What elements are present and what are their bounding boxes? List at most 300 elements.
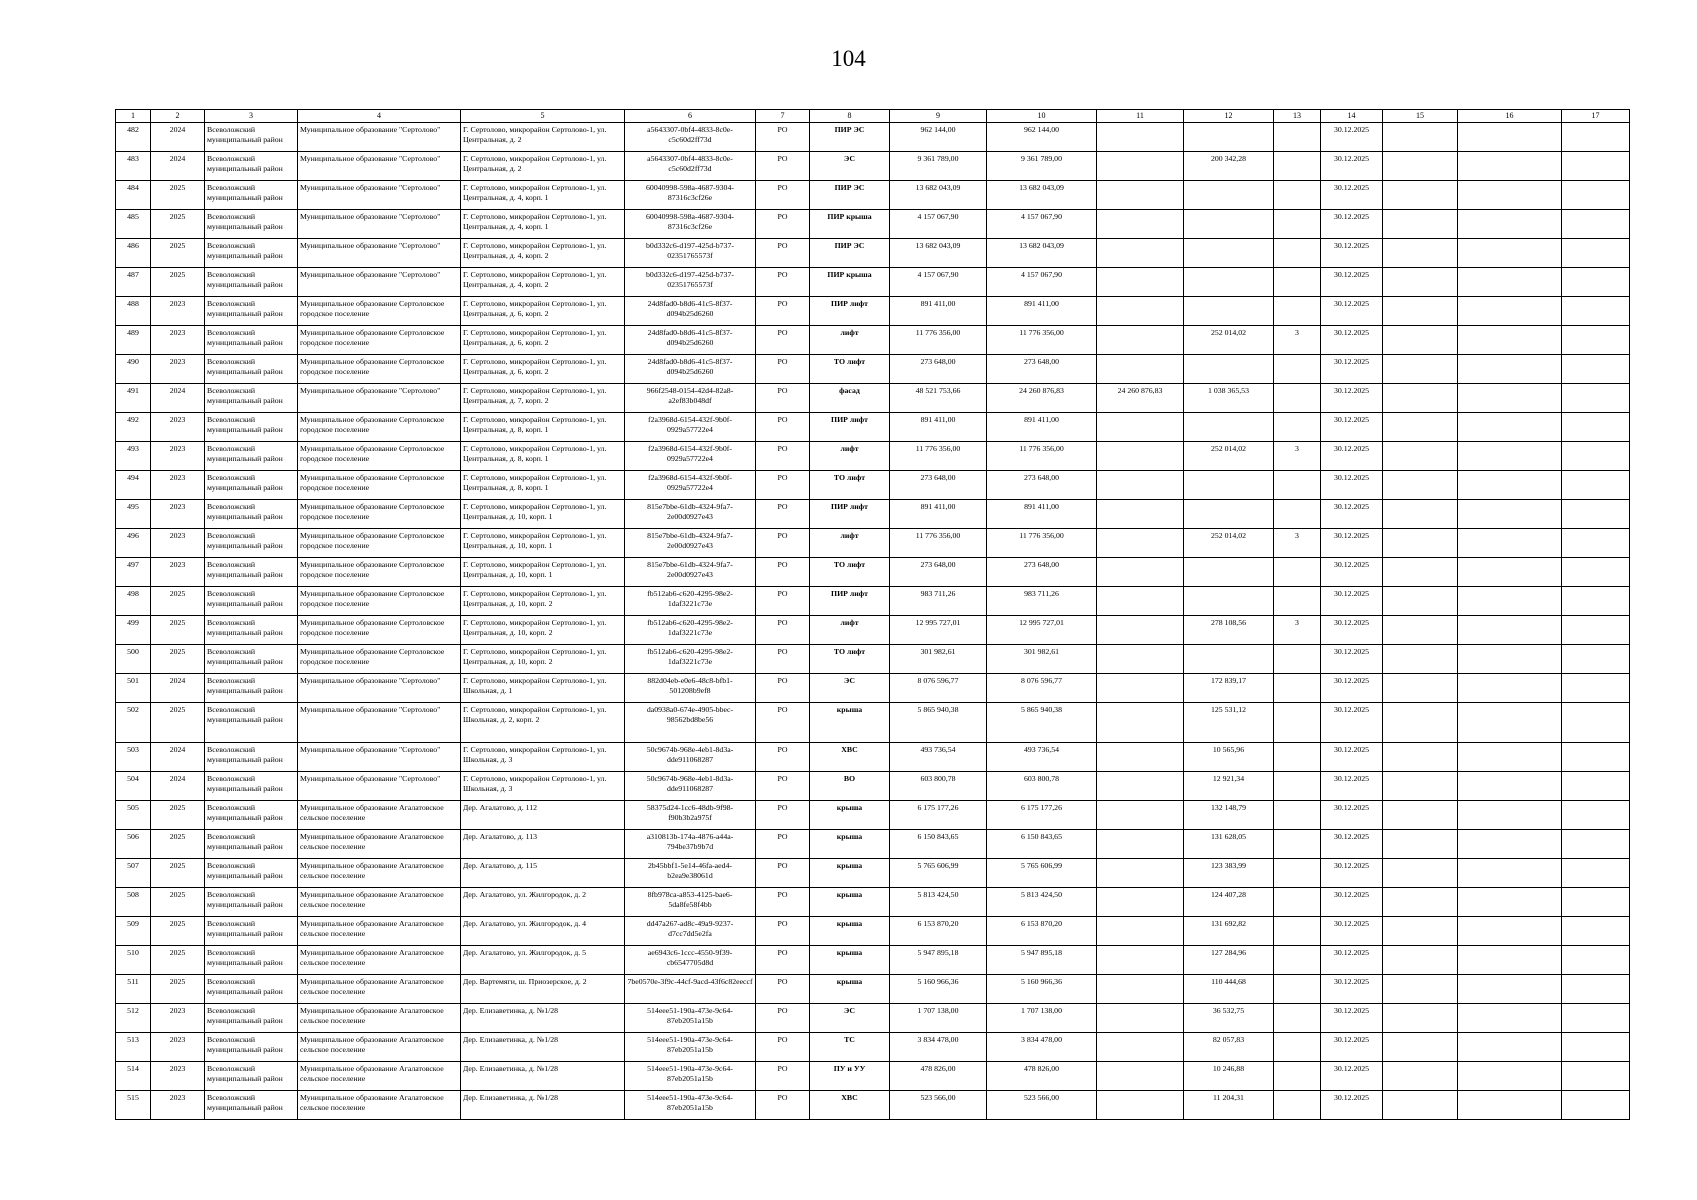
col-17-cell — [1562, 830, 1630, 859]
total-cost-cell: 13 682 043,09 — [890, 181, 987, 210]
row-number-cell: 494 — [116, 471, 151, 500]
program-year-cell: 2025 — [151, 645, 205, 674]
cost-col-13-cell — [1274, 1062, 1321, 1091]
cofinance-cost-cell — [1097, 772, 1184, 801]
col-17-cell — [1562, 210, 1630, 239]
fund-cost-cell: 5 765 606,99 — [987, 859, 1097, 888]
row-number-cell: 485 — [116, 210, 151, 239]
completion-date-cell: 30.12.2025 — [1321, 152, 1383, 181]
cofinance-cost-cell — [1097, 326, 1184, 355]
row-number-cell: 491 — [116, 384, 151, 413]
address-cell: Дер. Агалатово, д. 115 — [461, 859, 625, 888]
table-row — [116, 946, 1630, 975]
total-cost-cell: 11 776 356,00 — [890, 442, 987, 471]
col-16-cell — [1458, 123, 1562, 152]
cofinance-cost-cell — [1097, 703, 1184, 743]
work-type-cell: ТО лифт — [810, 558, 890, 587]
house-guid-cell: dd47a267-ad8c-49a9-9237-d7cc7dd5e2fa — [625, 917, 756, 946]
total-cost-cell: 3 834 478,00 — [890, 1033, 987, 1062]
col-16-cell — [1458, 297, 1562, 326]
work-type-cell: крыша — [810, 888, 890, 917]
program-year-cell: 2023 — [151, 471, 205, 500]
fund-source-cell: РО — [756, 743, 810, 772]
work-type-cell: ТС — [810, 1033, 890, 1062]
col-16-cell — [1458, 703, 1562, 743]
municipality-cell: Муниципальное образование "Сертолово" — [298, 703, 461, 743]
completion-date-cell: 30.12.2025 — [1321, 558, 1383, 587]
total-cost-cell: 13 682 043,09 — [890, 239, 987, 268]
address-cell: Г. Сертолово, микрорайон Сертолово-1, ул. Центральная, д. 6, корп. 2 — [461, 355, 625, 384]
program-year-cell: 2023 — [151, 1004, 205, 1033]
table-row — [116, 297, 1630, 326]
municipality-cell: Муниципальное образование Сертоловское городское поселение — [298, 471, 461, 500]
col-15-cell — [1383, 500, 1458, 529]
table-row — [116, 1062, 1630, 1091]
cost-col-12-cell — [1184, 413, 1274, 442]
address-cell: Г. Сертолово, микрорайон Сертолово-1, ул. Центральная, д. 10, корп. 1 — [461, 529, 625, 558]
total-cost-cell: 891 411,00 — [890, 500, 987, 529]
program-year-cell: 2023 — [151, 297, 205, 326]
table-row — [116, 703, 1630, 743]
district-cell: Всеволожский муниципальный район — [205, 355, 298, 384]
cofinance-cost-cell — [1097, 888, 1184, 917]
district-cell: Всеволожский муниципальный район — [205, 210, 298, 239]
fund-source-cell: РО — [756, 123, 810, 152]
table-row — [116, 355, 1630, 384]
table-row — [116, 558, 1630, 587]
district-cell: Всеволожский муниципальный район — [205, 1062, 298, 1091]
fund-source-cell: РО — [756, 558, 810, 587]
cost-col-13-cell — [1274, 384, 1321, 413]
fund-cost-cell: 891 411,00 — [987, 413, 1097, 442]
total-cost-cell: 1 707 138,00 — [890, 1004, 987, 1033]
address-cell: Дер. Елизаветинка, д. №1/28 — [461, 1091, 625, 1120]
col-17-cell — [1562, 355, 1630, 384]
cost-col-13-cell — [1274, 181, 1321, 210]
fund-source-cell: РО — [756, 500, 810, 529]
cost-col-12-cell — [1184, 355, 1274, 384]
fund-source-cell: РО — [756, 442, 810, 471]
total-cost-cell: 5 160 966,36 — [890, 975, 987, 1004]
cost-col-12-cell — [1184, 500, 1274, 529]
col-17-cell — [1562, 674, 1630, 703]
row-number-cell: 515 — [116, 1091, 151, 1120]
table-row — [116, 413, 1630, 442]
table-row — [116, 645, 1630, 674]
program-year-cell: 2023 — [151, 1062, 205, 1091]
column-number: 12 — [1184, 110, 1274, 123]
cost-col-12-cell: 252 014,02 — [1184, 442, 1274, 471]
col-16-cell — [1458, 888, 1562, 917]
district-cell: Всеволожский муниципальный район — [205, 152, 298, 181]
col-15-cell — [1383, 297, 1458, 326]
completion-date-cell: 30.12.2025 — [1321, 830, 1383, 859]
district-cell: Всеволожский муниципальный район — [205, 743, 298, 772]
row-number-cell: 482 — [116, 123, 151, 152]
cost-col-12-cell — [1184, 268, 1274, 297]
col-15-cell — [1383, 703, 1458, 743]
program-year-cell: 2025 — [151, 703, 205, 743]
house-guid-cell: 58375d24-1cc6-48db-9f98-f90b3b2a975f — [625, 801, 756, 830]
district-cell: Всеволожский муниципальный район — [205, 297, 298, 326]
municipality-cell: Муниципальное образование "Сертолово" — [298, 772, 461, 801]
cofinance-cost-cell — [1097, 743, 1184, 772]
completion-date-cell: 30.12.2025 — [1321, 1033, 1383, 1062]
fund-source-cell: РО — [756, 616, 810, 645]
cost-col-13-cell — [1274, 210, 1321, 239]
col-17-cell — [1562, 152, 1630, 181]
col-16-cell — [1458, 413, 1562, 442]
cost-col-13-cell — [1274, 1004, 1321, 1033]
completion-date-cell: 30.12.2025 — [1321, 975, 1383, 1004]
col-16-cell — [1458, 772, 1562, 801]
house-guid-cell: 815e7bbe-61db-4324-9fa7-2e00d0927e43 — [625, 558, 756, 587]
municipality-cell: Муниципальное образование Сертоловское городское поселение — [298, 297, 461, 326]
district-cell: Всеволожский муниципальный район — [205, 888, 298, 917]
fund-cost-cell: 4 157 067,90 — [987, 268, 1097, 297]
municipality-cell: Муниципальное образование Агалатовское сельское поселение — [298, 1033, 461, 1062]
municipality-cell: Муниципальное образование Сертоловское городское поселение — [298, 442, 461, 471]
completion-date-cell: 30.12.2025 — [1321, 917, 1383, 946]
completion-date-cell: 30.12.2025 — [1321, 181, 1383, 210]
work-type-cell: ПИР лифт — [810, 587, 890, 616]
column-number: 8 — [810, 110, 890, 123]
municipality-cell: Муниципальное образование Сертоловское городское поселение — [298, 326, 461, 355]
page-number: 104 — [831, 46, 866, 71]
column-number: 15 — [1383, 110, 1458, 123]
row-number-cell: 506 — [116, 830, 151, 859]
column-number: 10 — [987, 110, 1097, 123]
program-year-cell: 2024 — [151, 152, 205, 181]
total-cost-cell: 891 411,00 — [890, 413, 987, 442]
municipality-cell: Муниципальное образование Агалатовское сельское поселение — [298, 801, 461, 830]
table-row — [116, 1004, 1630, 1033]
completion-date-cell: 30.12.2025 — [1321, 384, 1383, 413]
fund-cost-cell: 6 153 870,20 — [987, 917, 1097, 946]
completion-date-cell: 30.12.2025 — [1321, 210, 1383, 239]
fund-cost-cell: 493 736,54 — [987, 743, 1097, 772]
work-type-cell: крыша — [810, 946, 890, 975]
address-cell: Г. Сертолово, микрорайон Сертолово-1, ул. Школьная, д. 3 — [461, 743, 625, 772]
work-type-cell: ПИР лифт — [810, 297, 890, 326]
municipality-cell: Муниципальное образование Агалатовское сельское поселение — [298, 946, 461, 975]
completion-date-cell: 30.12.2025 — [1321, 297, 1383, 326]
municipality-cell: Муниципальное образование Сертоловское городское поселение — [298, 355, 461, 384]
col-15-cell — [1383, 616, 1458, 645]
cost-col-12-cell: 110 444,68 — [1184, 975, 1274, 1004]
col-17-cell — [1562, 859, 1630, 888]
municipality-cell: Муниципальное образование Агалатовское сельское поселение — [298, 917, 461, 946]
cofinance-cost-cell — [1097, 946, 1184, 975]
col-15-cell — [1383, 326, 1458, 355]
row-number-cell: 490 — [116, 355, 151, 384]
col-16-cell — [1458, 917, 1562, 946]
cost-col-12-cell: 11 204,31 — [1184, 1091, 1274, 1120]
column-number: 9 — [890, 110, 987, 123]
completion-date-cell: 30.12.2025 — [1321, 268, 1383, 297]
cost-col-12-cell: 127 284,96 — [1184, 946, 1274, 975]
col-15-cell — [1383, 355, 1458, 384]
fund-cost-cell: 523 566,00 — [987, 1091, 1097, 1120]
col-16-cell — [1458, 355, 1562, 384]
program-year-cell: 2025 — [151, 587, 205, 616]
district-cell: Всеволожский муниципальный район — [205, 384, 298, 413]
municipality-cell: Муниципальное образование Сертоловское городское поселение — [298, 558, 461, 587]
col-17-cell — [1562, 645, 1630, 674]
fund-cost-cell: 5 947 895,18 — [987, 946, 1097, 975]
house-guid-cell: 815e7bbe-61db-4324-9fa7-2e00d0927e43 — [625, 529, 756, 558]
cofinance-cost-cell — [1097, 210, 1184, 239]
house-guid-cell: 514eee51-190a-473e-9c64-87eb2051a15b — [625, 1091, 756, 1120]
fund-source-cell: РО — [756, 239, 810, 268]
completion-date-cell: 30.12.2025 — [1321, 703, 1383, 743]
work-type-cell: ВО — [810, 772, 890, 801]
cofinance-cost-cell — [1097, 239, 1184, 268]
address-cell: Г. Сертолово, микрорайон Сертолово-1, ул. Центральная, д. 4, корп. 2 — [461, 239, 625, 268]
cofinance-cost-cell — [1097, 442, 1184, 471]
completion-date-cell: 30.12.2025 — [1321, 616, 1383, 645]
work-type-cell: лифт — [810, 616, 890, 645]
fund-cost-cell: 13 682 043,09 — [987, 239, 1097, 268]
house-guid-cell: 966f2548-0154-42d4-82a8-a2ef83b048df — [625, 384, 756, 413]
column-number: 11 — [1097, 110, 1184, 123]
col-16-cell — [1458, 859, 1562, 888]
cost-col-13-cell — [1274, 355, 1321, 384]
col-16-cell — [1458, 529, 1562, 558]
program-year-cell: 2025 — [151, 888, 205, 917]
cost-col-13-cell — [1274, 1033, 1321, 1062]
cost-col-12-cell: 1 038 365,53 — [1184, 384, 1274, 413]
house-guid-cell: 815e7bbe-61db-4324-9fa7-2e00d0927e43 — [625, 500, 756, 529]
col-17-cell — [1562, 772, 1630, 801]
address-cell: Г. Сертолово, микрорайон Сертолово-1, ул. Центральная, д. 10, корп. 2 — [461, 587, 625, 616]
municipality-cell: Муниципальное образование Агалатовское сельское поселение — [298, 975, 461, 1004]
col-15-cell — [1383, 558, 1458, 587]
cofinance-cost-cell — [1097, 1004, 1184, 1033]
house-guid-cell: fb512ab6-c620-4295-98e2-1daf3221c73e — [625, 587, 756, 616]
program-year-cell: 2023 — [151, 326, 205, 355]
fund-cost-cell: 301 982,61 — [987, 645, 1097, 674]
col-15-cell — [1383, 413, 1458, 442]
program-year-cell: 2024 — [151, 772, 205, 801]
total-cost-cell: 6 175 177,26 — [890, 801, 987, 830]
cofinance-cost-cell — [1097, 413, 1184, 442]
address-cell: Дер. Агалатово, ул. Жилгородок, д. 4 — [461, 917, 625, 946]
program-year-cell: 2025 — [151, 239, 205, 268]
column-number: 4 — [298, 110, 461, 123]
fund-cost-cell: 24 260 876,83 — [987, 384, 1097, 413]
fund-source-cell: РО — [756, 645, 810, 674]
total-cost-cell: 4 157 067,90 — [890, 268, 987, 297]
cofinance-cost-cell — [1097, 268, 1184, 297]
col-16-cell — [1458, 500, 1562, 529]
cost-col-13-cell — [1274, 801, 1321, 830]
col-17-cell — [1562, 888, 1630, 917]
table-row — [116, 917, 1630, 946]
cost-col-12-cell: 252 014,02 — [1184, 529, 1274, 558]
cost-col-12-cell — [1184, 239, 1274, 268]
cost-col-13-cell: 3 — [1274, 616, 1321, 645]
row-number-cell: 507 — [116, 859, 151, 888]
col-16-cell — [1458, 384, 1562, 413]
column-number: 3 — [205, 110, 298, 123]
cofinance-cost-cell: 24 260 876,83 — [1097, 384, 1184, 413]
table-row — [116, 888, 1630, 917]
col-17-cell — [1562, 500, 1630, 529]
total-cost-cell: 301 982,61 — [890, 645, 987, 674]
work-type-cell: ПИР ЭС — [810, 239, 890, 268]
fund-source-cell: РО — [756, 801, 810, 830]
total-cost-cell: 983 711,26 — [890, 587, 987, 616]
house-guid-cell: f2a3968d-6154-432f-9b0f-0929a57722e4 — [625, 413, 756, 442]
fund-source-cell: РО — [756, 384, 810, 413]
district-cell: Всеволожский муниципальный район — [205, 413, 298, 442]
row-number-cell: 502 — [116, 703, 151, 743]
cost-col-12-cell — [1184, 645, 1274, 674]
cofinance-cost-cell — [1097, 616, 1184, 645]
program-year-cell: 2023 — [151, 500, 205, 529]
cost-col-12-cell: 200 342,28 — [1184, 152, 1274, 181]
row-number-cell: 504 — [116, 772, 151, 801]
col-16-cell — [1458, 210, 1562, 239]
municipality-cell: Муниципальное образование Сертоловское городское поселение — [298, 413, 461, 442]
col-15-cell — [1383, 674, 1458, 703]
col-16-cell — [1458, 558, 1562, 587]
cost-col-13-cell — [1274, 1091, 1321, 1120]
row-number-cell: 509 — [116, 917, 151, 946]
col-15-cell — [1383, 743, 1458, 772]
row-number-cell: 486 — [116, 239, 151, 268]
cofinance-cost-cell — [1097, 1033, 1184, 1062]
col-15-cell — [1383, 384, 1458, 413]
work-type-cell: ТО лифт — [810, 355, 890, 384]
col-15-cell — [1383, 210, 1458, 239]
total-cost-cell: 5 947 895,18 — [890, 946, 987, 975]
completion-date-cell: 30.12.2025 — [1321, 1004, 1383, 1033]
col-16-cell — [1458, 268, 1562, 297]
program-year-cell: 2023 — [151, 1033, 205, 1062]
capital-repair-table — [115, 109, 1630, 1120]
program-year-cell: 2025 — [151, 946, 205, 975]
fund-source-cell: РО — [756, 888, 810, 917]
municipality-cell: Муниципальное образование "Сертолово" — [298, 268, 461, 297]
column-number: 7 — [756, 110, 810, 123]
fund-source-cell: РО — [756, 1033, 810, 1062]
col-15-cell — [1383, 917, 1458, 946]
municipality-cell: Муниципальное образование Сертоловское городское поселение — [298, 500, 461, 529]
table-row — [116, 772, 1630, 801]
table-row — [116, 1033, 1630, 1062]
cofinance-cost-cell — [1097, 645, 1184, 674]
municipality-cell: Муниципальное образование Сертоловское городское поселение — [298, 616, 461, 645]
program-year-cell: 2023 — [151, 1091, 205, 1120]
col-16-cell — [1458, 830, 1562, 859]
cost-col-12-cell: 123 383,99 — [1184, 859, 1274, 888]
col-17-cell — [1562, 801, 1630, 830]
address-cell: Дер. Вартемяги, ш. Приозерское, д. 2 — [461, 975, 625, 1004]
house-guid-cell: ae6943c6-1ccc-4550-9f39-cb6547705d8d — [625, 946, 756, 975]
cost-col-12-cell: 252 014,02 — [1184, 326, 1274, 355]
fund-cost-cell: 478 826,00 — [987, 1062, 1097, 1091]
cost-col-12-cell: 125 531,12 — [1184, 703, 1274, 743]
fund-source-cell: РО — [756, 326, 810, 355]
cost-col-13-cell — [1274, 975, 1321, 1004]
fund-cost-cell: 891 411,00 — [987, 297, 1097, 326]
completion-date-cell: 30.12.2025 — [1321, 1062, 1383, 1091]
municipality-cell: Муниципальное образование Сертоловское городское поселение — [298, 587, 461, 616]
house-guid-cell: 50c9674b-968e-4eb1-8d3a-dde911068287 — [625, 772, 756, 801]
cofinance-cost-cell — [1097, 471, 1184, 500]
col-17-cell — [1562, 558, 1630, 587]
col-15-cell — [1383, 471, 1458, 500]
address-cell: Дер. Агалатово, д. 112 — [461, 801, 625, 830]
cost-col-12-cell: 124 407,28 — [1184, 888, 1274, 917]
fund-cost-cell: 8 076 596,77 — [987, 674, 1097, 703]
fund-cost-cell: 5 865 940,38 — [987, 703, 1097, 743]
col-17-cell — [1562, 442, 1630, 471]
address-cell: Г. Сертолово, микрорайон Сертолово-1, ул. Центральная, д. 2 — [461, 152, 625, 181]
address-cell: Г. Сертолово, микрорайон Сертолово-1, ул. Центральная, д. 4, корп. 2 — [461, 268, 625, 297]
cofinance-cost-cell — [1097, 500, 1184, 529]
row-number-cell: 505 — [116, 801, 151, 830]
fund-cost-cell: 11 776 356,00 — [987, 529, 1097, 558]
cost-col-13-cell — [1274, 268, 1321, 297]
total-cost-cell: 523 566,00 — [890, 1091, 987, 1120]
col-17-cell — [1562, 326, 1630, 355]
fund-cost-cell: 603 800,78 — [987, 772, 1097, 801]
program-year-cell: 2024 — [151, 743, 205, 772]
municipality-cell: Муниципальное образование "Сертолово" — [298, 123, 461, 152]
row-number-cell: 498 — [116, 587, 151, 616]
table-row — [116, 859, 1630, 888]
table-row — [116, 471, 1630, 500]
work-type-cell: ПИР крыша — [810, 210, 890, 239]
table-row — [116, 500, 1630, 529]
house-guid-cell: 7be0570e-3f9c-44cf-9acd-43f6c82eeccf — [625, 975, 756, 1004]
table-row — [116, 326, 1630, 355]
work-type-cell: ЭС — [810, 152, 890, 181]
cofinance-cost-cell — [1097, 355, 1184, 384]
district-cell: Всеволожский муниципальный район — [205, 558, 298, 587]
district-cell: Всеволожский муниципальный район — [205, 181, 298, 210]
program-year-cell: 2023 — [151, 442, 205, 471]
col-16-cell — [1458, 587, 1562, 616]
cost-col-13-cell — [1274, 152, 1321, 181]
column-number: 1 — [116, 110, 151, 123]
program-year-cell: 2023 — [151, 355, 205, 384]
fund-cost-cell: 273 648,00 — [987, 471, 1097, 500]
fund-source-cell: РО — [756, 703, 810, 743]
house-guid-cell: fb512ab6-c620-4295-98e2-1daf3221c73e — [625, 645, 756, 674]
fund-cost-cell: 1 707 138,00 — [987, 1004, 1097, 1033]
program-year-cell: 2025 — [151, 830, 205, 859]
municipality-cell: Муниципальное образование Агалатовское сельское поселение — [298, 1062, 461, 1091]
col-16-cell — [1458, 1062, 1562, 1091]
col-15-cell — [1383, 830, 1458, 859]
address-cell: Дер. Елизаветинка, д. №1/28 — [461, 1062, 625, 1091]
house-guid-cell: 882d04eb-e0e6-48c8-bfb1-501208b9ef8 — [625, 674, 756, 703]
completion-date-cell: 30.12.2025 — [1321, 772, 1383, 801]
address-cell: Дер. Агалатово, ул. Жилгородок, д. 2 — [461, 888, 625, 917]
fund-source-cell: РО — [756, 674, 810, 703]
work-type-cell: крыша — [810, 703, 890, 743]
total-cost-cell: 5 813 424,50 — [890, 888, 987, 917]
fund-source-cell: РО — [756, 917, 810, 946]
total-cost-cell: 273 648,00 — [890, 558, 987, 587]
address-cell: Г. Сертолово, микрорайон Сертолово-1, ул. Центральная, д. 4, корп. 1 — [461, 210, 625, 239]
row-number-cell: 500 — [116, 645, 151, 674]
fund-source-cell: РО — [756, 413, 810, 442]
